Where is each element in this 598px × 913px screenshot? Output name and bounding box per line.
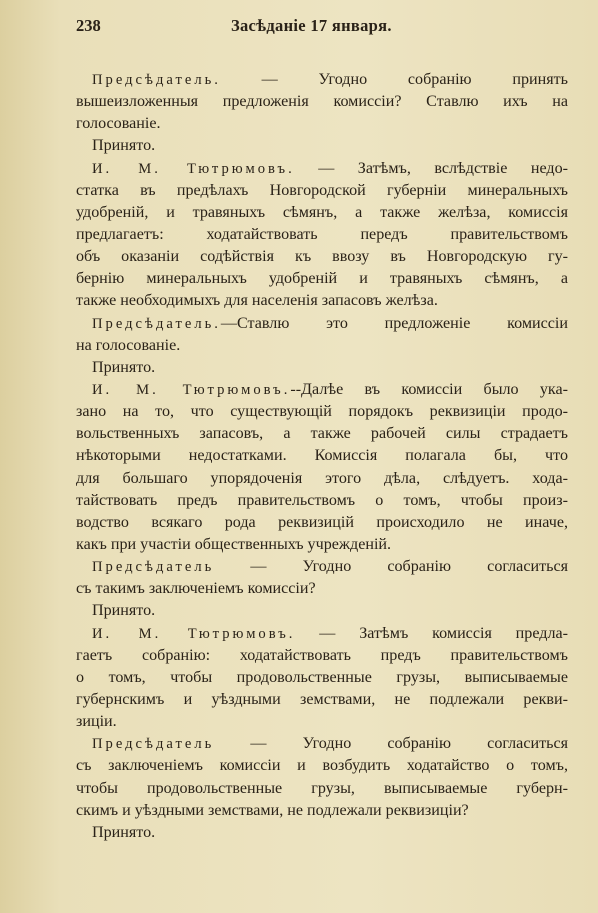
text-line [76,69,568,91]
text-line [76,490,568,512]
line-text: Принято. [92,823,156,841]
text-line [76,778,568,800]
text-line [76,158,568,180]
line-text: — Затѣмъ комиссія предла- [295,624,568,642]
line-text: губернскимъ и уѣздными земствами, не подлежали рекви- [76,690,568,708]
line-text: зиціи. [76,713,117,731]
text-line [76,645,568,667]
speaker-name: Предсѣдатель. [92,72,221,88]
line-text: чтобы продовольственные грузы, выписываемые губерн- [76,779,568,797]
speaker-name: Предсѣдатель [92,559,215,576]
text-line [76,445,568,467]
speaker-name: Предсѣдатель [92,736,215,753]
text-line [76,135,568,157]
text-line [76,667,568,689]
line-text: статка въ предѣлахъ Новгородской губерніи минеральныхъ [76,181,568,199]
line-text: объ оказаніи содѣйствія къ ввозу въ Новгородскую гу- [76,248,568,266]
line-text: скимъ и уѣздными земствами, не подлежали реквизиціи? [76,801,469,819]
line-text: нѣкоторыми недостатками. Комиссія полагала бы, что [76,447,568,465]
text-line [76,268,568,290]
line-text: — Угодно собранію принять [220,71,568,88]
text-line [76,423,568,445]
line-text: Принято. [92,137,156,155]
text-line [76,512,568,534]
line-text: съ такимъ заключеніемъ комиссіи? [76,580,316,598]
line-text: бернію минеральныхъ удобреній и травяныхъ сѣмянъ, а [76,270,568,288]
line-text: зано на то, что существующій порядокъ реквизиціи продо- [76,403,568,421]
line-text: какъ при участіи общественныхъ учрежденій. [76,535,392,553]
line-text: — Затѣмъ, вслѣдствіе недо- [294,159,568,177]
text-line [76,578,568,600]
text-line [76,113,568,135]
text-line [76,335,568,357]
text-line [76,224,568,246]
text-line [76,755,568,777]
line-text: гаетъ собранію: ходатайствовать предъ правительствомъ [76,646,568,664]
text-line [76,401,568,423]
line-text: о томъ, чтобы продовольственные грузы, выписываемые [76,668,568,686]
text-line [76,357,568,379]
text-line [76,800,568,822]
text-line [76,313,568,335]
line-text: — Угодно собранію согласиться [214,558,568,576]
line-text: Принято. [92,602,156,620]
line-text: для большаго упорядоченія этого дѣла, слѣдуетъ. хода- [76,469,568,487]
text-line [76,534,568,556]
text-line [76,600,568,622]
text-line [76,556,568,578]
line-text: голосованіе. [76,115,161,133]
line-text: съ заключеніемъ комиссіи и возбудить ходатайство о томъ, [76,757,568,775]
text-line [76,689,568,711]
running-title: Засѣданіе 17 января. [231,16,392,35]
text-line [76,822,568,844]
page-number: 238 [76,16,101,35]
line-text: на голосованіе. [76,336,181,354]
text-line [76,733,568,755]
speaker-name: И. М. Тютрюмовъ. [92,160,295,177]
text-line [76,379,568,401]
text-line [76,468,568,490]
line-text: Принято. [92,358,156,376]
speaker-name: И. М. Тютрюмовъ. [92,625,296,642]
text-line [76,711,568,733]
page-header [76,16,568,42]
line-text: водство всякаго рода реквизицій происходило не иначе, [76,513,568,531]
speaker-name: И. М. Тютрюмовъ. [92,381,291,398]
text-line [76,91,568,113]
text-line [76,290,568,312]
line-text: —Ставлю это предложеніе комиссіи [220,314,568,332]
speaker-name: Предсѣдатель. [92,315,221,332]
text-line [76,202,568,224]
text-line [76,246,568,268]
line-text: --Далѣе въ комиссіи было ука- [290,380,568,398]
line-text: вышеизложенныя предложенія комиссіи? Ставлю ихъ на [76,93,568,111]
line-text: тайствовать предъ правительствомъ о томъ, чтобы произ- [76,491,568,509]
text-line [76,623,568,645]
line-text: вольственныхъ запасовъ, а также рабочей силы страдаетъ [76,425,568,443]
text-line [76,180,568,202]
line-text: — Угодно собранію согласиться [214,735,568,753]
line-text: предлагаетъ: ходатайствовать передъ правительствомъ [76,225,568,243]
line-text: также необходимыхъ для населенія запасовъ желѣза. [76,292,438,310]
document-body [76,69,568,844]
line-text: удобреній, и травяныхъ сѣмянъ, а также желѣза, комиссія [76,203,568,221]
